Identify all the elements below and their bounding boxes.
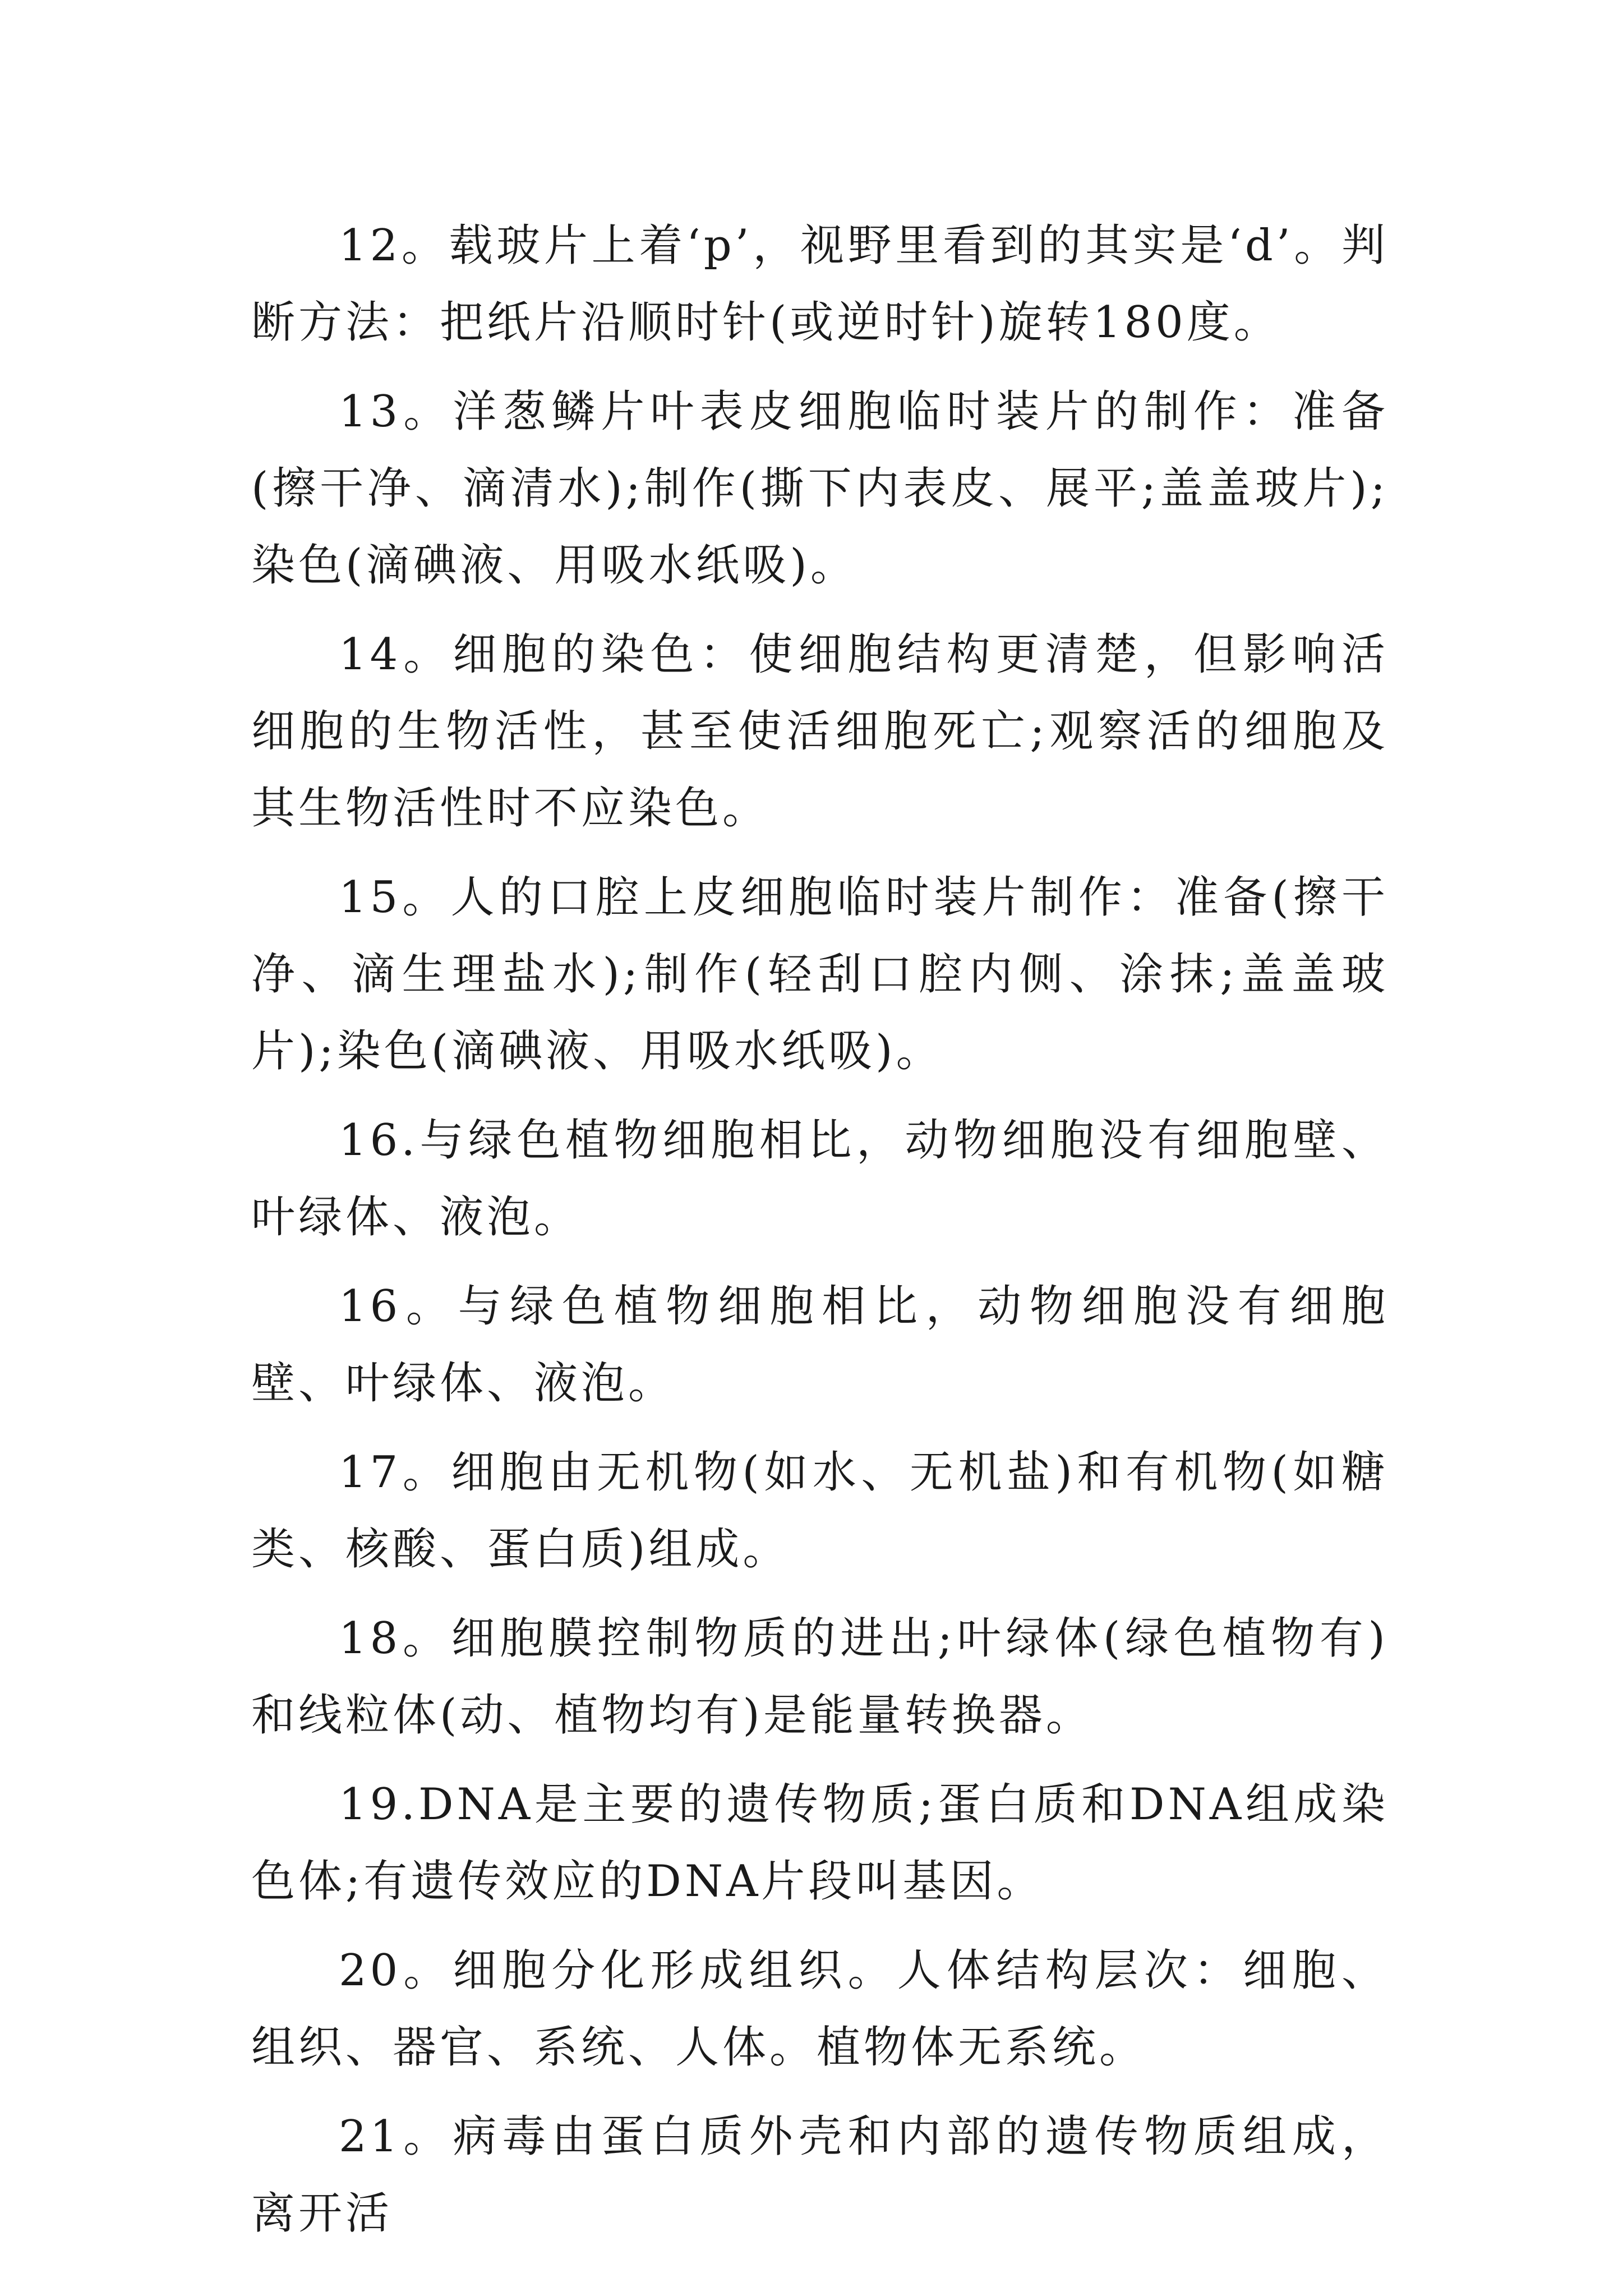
paragraph-item-16b: 16。与绿色植物细胞相比，动物细胞没有细胞壁、叶绿体、液泡。: [251, 1281, 1389, 1409]
paragraph-item-15: 15。人的口腔上皮细胞临时装片制作：准备(擦干净、滴生理盐水);制作(轻刮口腔内侧、涂抹;盖盖玻片);染色(滴碘液、用吸水纸吸)。: [251, 872, 1389, 1076]
paragraph-item-16a: 16.与绿色植物细胞相比，动物细胞没有细胞壁、叶绿体、液泡。: [251, 1115, 1389, 1243]
paragraph-item-19: 19.DNA是主要的遗传物质;蛋白质和DNA组成染色体;有遗传效应的DNA片段叫基因。: [251, 1779, 1389, 1907]
paragraph-item-20: 20。细胞分化形成组织。人体结构层次：细胞、组织、器官、系统、人体。植物体无系统。: [251, 1945, 1389, 2073]
paragraph-item-18: 18。细胞膜控制物质的进出;叶绿体(绿色植物有)和线粒体(动、植物均有)是能量转换器。: [251, 1613, 1389, 1741]
paragraph-item-17: 17。细胞由无机物(如水、无机盐)和有机物(如糖类、核酸、蛋白质)组成。: [251, 1447, 1389, 1575]
paragraph-item-14: 14。细胞的染色：使细胞结构更清楚，但影响活细胞的生物活性，甚至使活细胞死亡;观察活的细胞及其生物活性时不应染色。: [251, 629, 1389, 834]
paragraph-item-12: 12。载玻片上着‘p’，视野里看到的其实是‘d’。判断方法：把纸片沿顺时针(或逆时针)旋转180度。: [251, 220, 1389, 348]
document-body: [251, 208, 1389, 2265]
paragraph-item-21: 21。病毒由蛋白质外壳和内部的遗传物质组成，离开活: [251, 2111, 1389, 2239]
paragraph-item-13: 13。洋葱鳞片叶表皮细胞临时装片的制作：准备(擦干净、滴清水);制作(撕下内表皮、展平;盖盖玻片);染色(滴碘液、用吸水纸吸)。: [251, 386, 1389, 591]
